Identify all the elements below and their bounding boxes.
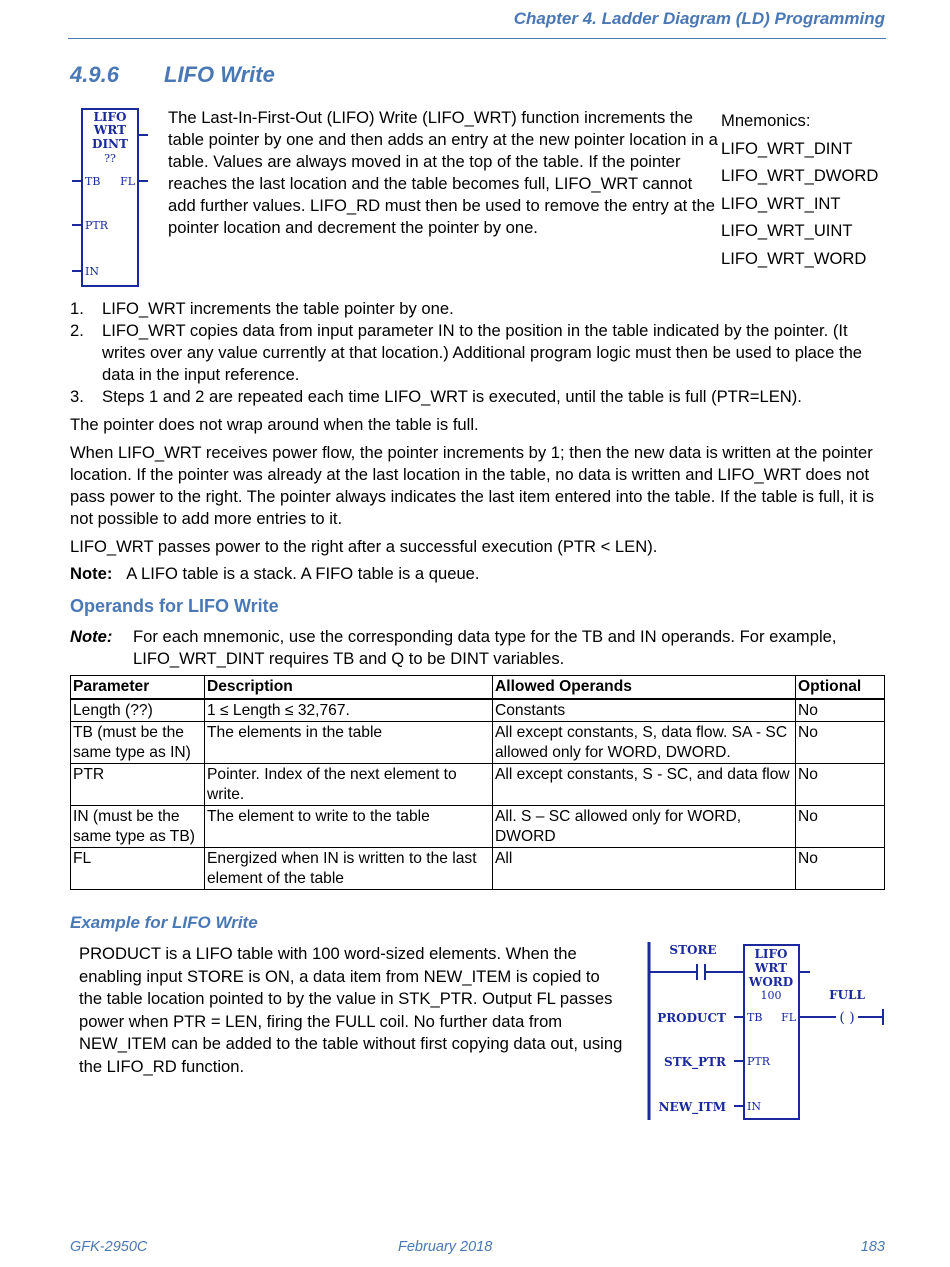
list-item — [70, 298, 890, 320]
column-header: Optional — [796, 676, 885, 699]
fb-length: ?? — [104, 152, 116, 165]
coil-full-label: FULL — [829, 988, 865, 1002]
footer-page-number: 183 — [860, 1239, 885, 1255]
step-text: LIFO_WRT increments the table pointer by one. — [102, 299, 454, 318]
block-input-tb: TB — [747, 1011, 763, 1024]
table-cell: All except constants, S - SC, and data flow — [493, 764, 796, 806]
note-label: Note: — [70, 627, 113, 646]
fb-input-tb: TB — [85, 175, 101, 188]
table-cell: The element to write to the table — [205, 806, 493, 848]
paragraph-wrap: The pointer does not wrap around when the table is full. — [70, 415, 479, 434]
section-heading — [70, 62, 275, 88]
table-cell: No — [796, 764, 885, 806]
block-input-ptr: PTR — [747, 1055, 771, 1068]
contact-store-label: STORE — [669, 943, 717, 957]
header-rule — [68, 38, 886, 39]
paragraph-passes-power: LIFO_WRT passes power to the right after a successful execution (PTR < LEN). — [70, 537, 658, 556]
block-type: WORD — [748, 975, 794, 989]
table-row — [71, 848, 885, 890]
table-cell: All except constants, S, data flow. SA - SC allowed only for WORD, DWORD. — [493, 722, 796, 764]
mnemonic-item: LIFO_WRT_DINT — [721, 138, 853, 158]
var-stk-ptr-label: STK_PTR — [664, 1055, 726, 1069]
example-paragraph: PRODUCT is a LIFO table with 100 word-sized elements. When the enabling input STORE is ON, a data item from NEW_ITEM is copied to the table location pointed to by the value in STK_PTR. Output FL passes power when PTR = LEN, firing the FULL coil. No further data from NEW_ITEM can be added to the table without first copying data out, using the LIFO_RD function. — [79, 944, 623, 1076]
fb-type: DINT — [92, 137, 128, 151]
block-name-line1: LIFO — [754, 947, 788, 961]
step-text: Steps 1 and 2 are repeated each time LIFO_WRT is executed, until the table is full (PTR=LEN). — [102, 387, 802, 406]
fb-output-fl: FL — [120, 175, 135, 188]
table-cell: No — [796, 699, 885, 722]
table-cell: Length (??) — [71, 699, 205, 722]
example-heading: Example for LIFO Write — [70, 913, 258, 932]
table-cell: 1 ≤ Length ≤ 32,767. — [205, 699, 493, 722]
steps-list — [70, 298, 890, 408]
function-block-diagram — [68, 104, 154, 292]
table-cell: All. S – SC allowed only for WORD, DWORD — [493, 806, 796, 848]
table-cell: No — [796, 806, 885, 848]
table-cell: PTR — [71, 764, 205, 806]
var-product-label: PRODUCT — [657, 1011, 726, 1025]
fb-name-line1: LIFO — [93, 110, 127, 124]
table-cell: FL — [71, 848, 205, 890]
step-number: 1. — [70, 299, 84, 318]
mnemonic-item: LIFO_WRT_DWORD — [721, 166, 879, 185]
table-cell: No — [796, 848, 885, 890]
block-length: 100 — [760, 989, 782, 1002]
mnemonic-item: LIFO_WRT_INT — [721, 193, 841, 213]
table-cell: Constants — [493, 699, 796, 722]
note-operands — [70, 626, 890, 670]
block-output-fl: FL — [781, 1011, 796, 1024]
table-cell: IN (must be the same type as TB) — [71, 806, 205, 848]
column-header: Allowed Operands — [493, 676, 796, 699]
section-title: LIFO Write — [164, 62, 275, 87]
list-item — [70, 320, 890, 386]
table-row — [71, 764, 885, 806]
column-header: Parameter — [71, 676, 205, 699]
step-number: 2. — [70, 321, 84, 340]
example-ladder-diagram — [640, 938, 890, 1124]
mnemonic-item: LIFO_WRT_UINT — [721, 221, 853, 240]
step-number: 3. — [70, 387, 84, 406]
chapter-header: Chapter 4. Ladder Diagram (LD) Programming — [513, 9, 885, 28]
note-stack-queue — [70, 563, 890, 585]
mnemonics-label: Mnemonics: — [721, 111, 811, 130]
mnemonic-item: LIFO_WRT_WORD — [721, 248, 867, 268]
table-row — [71, 806, 885, 848]
table-row — [71, 699, 885, 722]
table-cell: No — [796, 722, 885, 764]
table-cell: Pointer. Index of the next element to write. — [205, 764, 493, 806]
footer-date: February 2018 — [398, 1239, 493, 1255]
list-item — [70, 386, 890, 408]
intro-paragraph: The Last-In-First-Out (LIFO) Write (LIFO_WRT) function increments the table pointer by one and then adds an entry at the new pointer location in a table. Values are always moved in at the top of the table. If the pointer reaches the last location and the table becomes full, LIFO_WRT cannot add further values. LIFO_RD must then be used to remove the entry at the pointer location and decrement the pointer by one. — [168, 108, 718, 237]
section-number: 4.9.6 — [70, 62, 119, 87]
operands-table — [70, 675, 885, 890]
fb-name-line2: WRT — [93, 123, 127, 137]
block-name-line2: WRT — [754, 961, 788, 975]
footer-doc-id: GFK-2950C — [70, 1239, 148, 1255]
table-row — [71, 722, 885, 764]
note-text: For each mnemonic, use the corresponding data type for the TB and IN operands. For example, LIFO_WRT_DINT requires TB and Q to be DINT variables. — [133, 627, 837, 668]
fb-input-ptr: PTR — [85, 219, 109, 232]
table-cell: Energized when IN is written to the last element of the table — [205, 848, 493, 890]
column-header: Description — [205, 676, 493, 699]
operands-heading: Operands for LIFO Write — [70, 596, 279, 616]
block-input-in: IN — [747, 1100, 761, 1113]
var-new-itm-label: NEW_ITM — [658, 1100, 726, 1114]
mnemonics-list — [721, 107, 921, 272]
table-cell: All — [493, 848, 796, 890]
table-cell: The elements in the table — [205, 722, 493, 764]
paragraph-power-flow: When LIFO_WRT receives power flow, the pointer increments by 1; then the new data is written at the pointer location. If the pointer was already at the last location in the table, no data is written and LIFO_WRT does not pass power to the right. The pointer always indicates the last item entered into the table. If the table is full, it is not possible to add more entries to it. — [70, 443, 875, 528]
coil-symbol: ( ) — [839, 1010, 855, 1026]
note-text: A LIFO table is a stack. A FIFO table is a queue. — [126, 564, 480, 583]
note-label: Note: — [70, 564, 113, 583]
step-text: LIFO_WRT copies data from input parameter IN to the position in the table indicated by the pointer. (It writes over any value currently at that location.) Additional program logic must then be used to place the data in the input reference. — [102, 321, 863, 384]
table-header-row — [71, 676, 885, 699]
table-cell: TB (must be the same type as IN) — [71, 722, 205, 764]
fb-input-in: IN — [85, 265, 99, 278]
